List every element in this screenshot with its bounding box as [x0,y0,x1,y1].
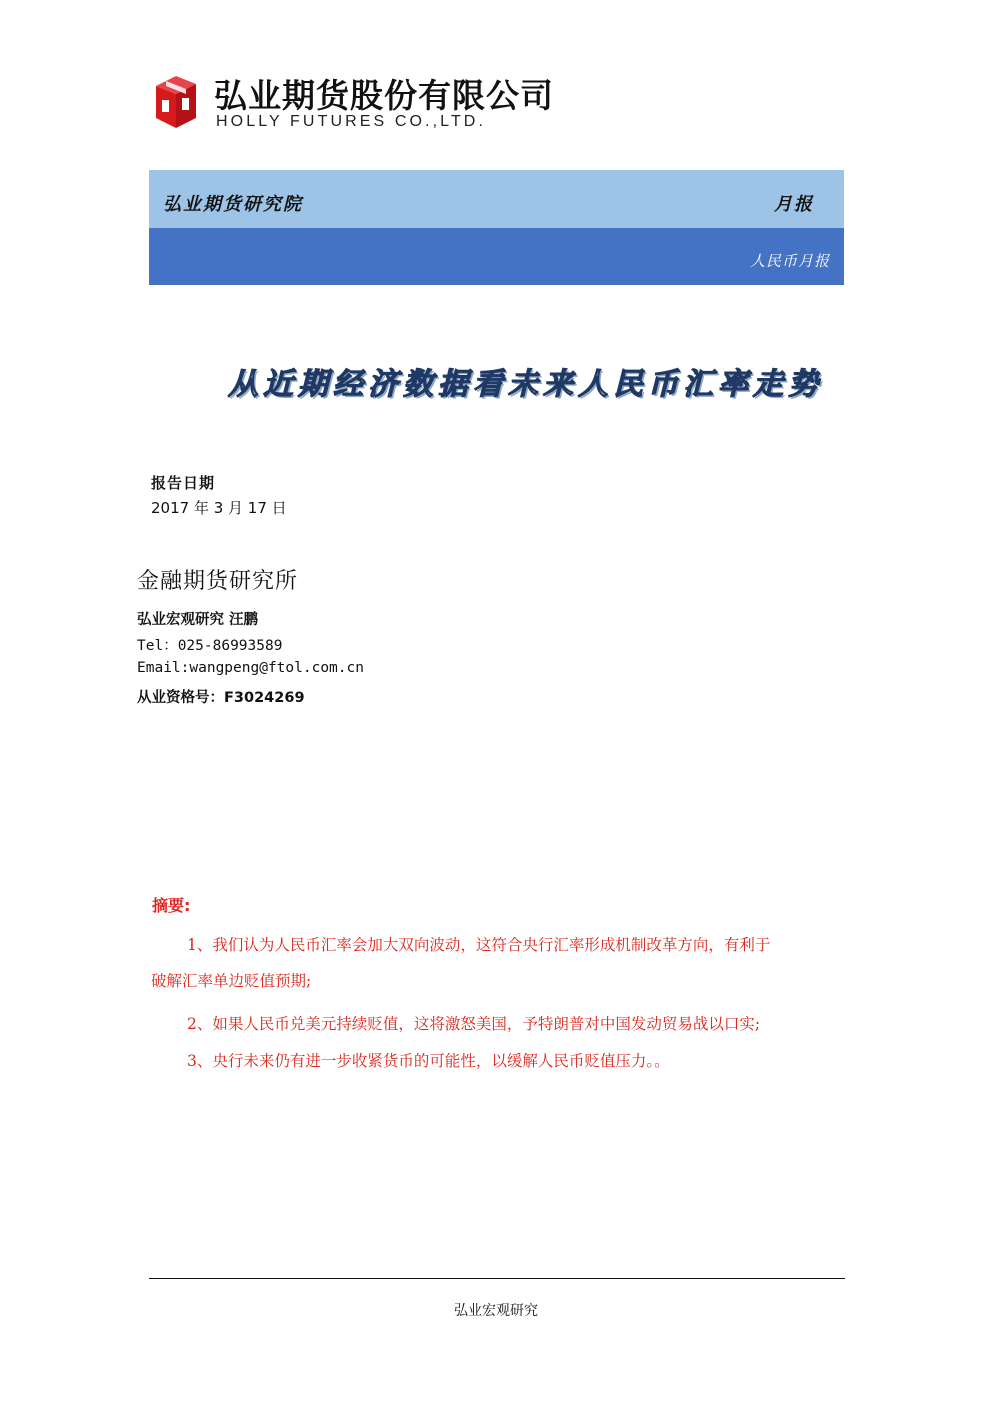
report-date-value: 2017 年 3 月 17 日 [151,499,287,517]
institute-name: 金融期货研究所 [137,569,299,594]
contact-tel: Tel：025-86993589 [137,638,283,654]
footer-text: 弘业宏观研究 [454,1303,538,1319]
summary-point-1: 1、我们认为人民币汇率会加大双向波动，这符合央行汇率形成机制改革方向，有利于 [187,936,771,954]
summary-point-1-continued: 破解汇率单边贬值预期; [151,972,312,990]
contact-email[interactable]: Email:wangpeng@ftol.com.cn [137,660,364,676]
banner-bottom-band [149,228,844,285]
footer-divider [149,1278,845,1279]
company-name-cn: 弘业期货股份有限公司 [214,76,554,115]
summary-point-2: 2、如果人民币兑美元持续贬值，这将激怒美国，予特朗普对中国发动贸易战以口实; [187,1015,761,1033]
banner-report-type: 月报 [774,194,814,215]
summary-title: 摘要: [152,896,191,915]
banner-institute: 弘业期货研究院 [163,194,303,215]
qualification-number: 从业资格号：F3024269 [137,690,305,706]
report-title: 从近期经济数据看未来人民币汇率走势 [228,367,823,402]
banner-report-subtype: 人民币月报 [749,252,830,270]
red-cube-logo-icon [150,72,200,130]
author-line: 弘业宏观研究 汪鹏 [137,612,259,628]
summary-point-3: 3、央行未来仍有进一步收紧货币的可能性，以缓解人民币贬值压力。。 [187,1052,670,1070]
company-name-en: HOLLY FUTURES CO.,LTD. [216,113,487,130]
report-date-label: 报告日期 [151,474,216,492]
